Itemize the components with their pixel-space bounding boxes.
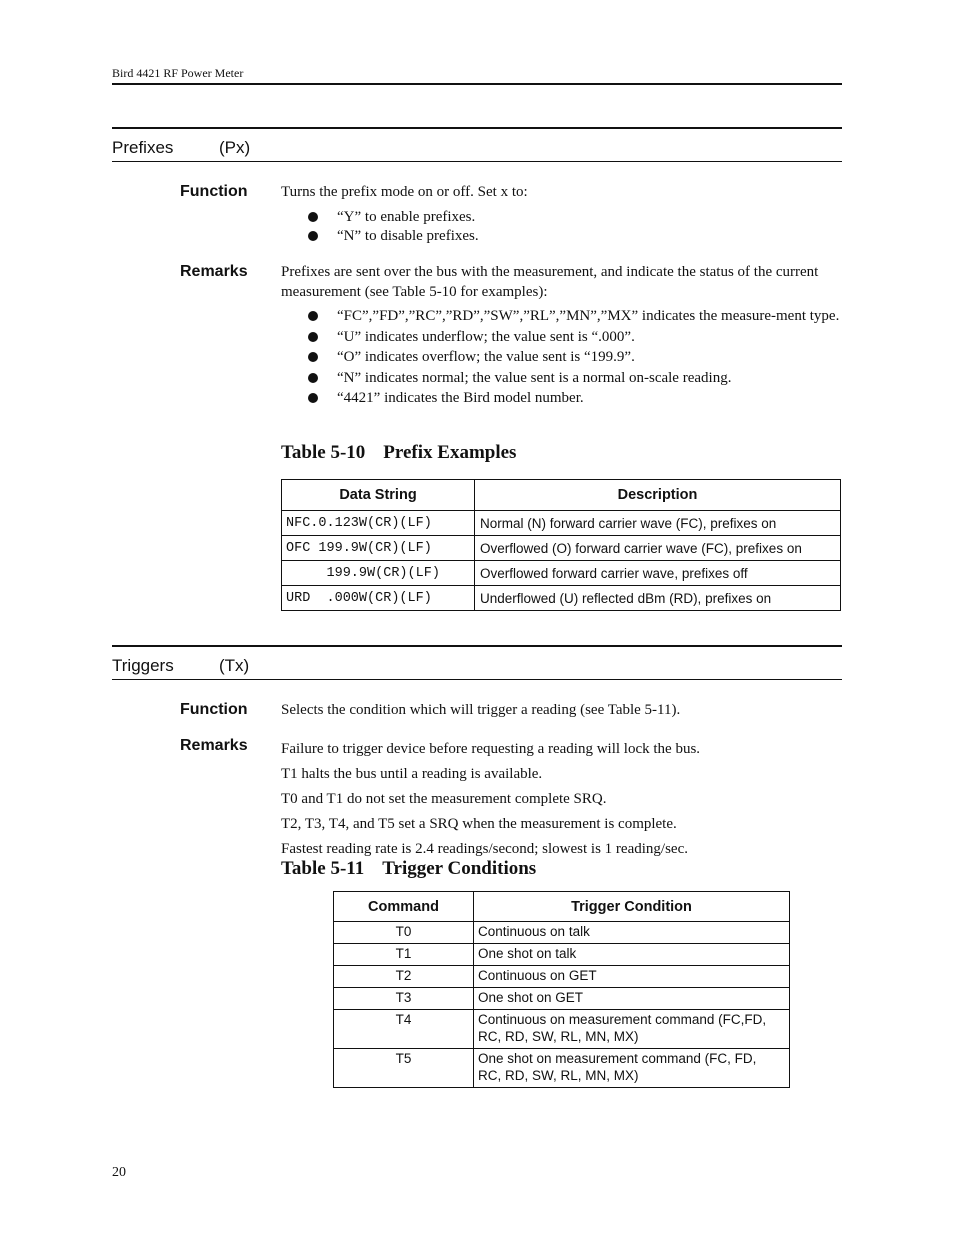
bullet-item: “Y” to enable prefixes. <box>281 208 841 228</box>
description-cell: Normal (N) forward carrier wave (FC), prefixes on <box>475 511 841 536</box>
table-header-row <box>334 892 790 922</box>
bullet-item: “4421” indicates the Bird model number. <box>281 389 841 409</box>
command-cell: T1 <box>334 944 474 966</box>
table-row <box>282 511 841 536</box>
page-number: 20 <box>112 1165 126 1180</box>
header-rule <box>112 83 842 85</box>
table-name: Prefix Examples <box>383 442 517 463</box>
bullet-item: “O” indicates overflow; the value sent is “199.9”. <box>281 348 841 368</box>
table-number: Table 5-10 <box>281 442 366 463</box>
table-row <box>282 561 841 586</box>
description-cell: Overflowed forward carrier wave, prefixes off <box>475 561 841 586</box>
table-caption <box>281 858 536 880</box>
prefix-examples-table <box>281 479 841 611</box>
bullet-icon <box>308 393 318 403</box>
function-bullet-list <box>281 208 841 247</box>
section-title-text: Prefixes <box>112 138 174 157</box>
command-cell: T2 <box>334 966 474 988</box>
section-rule-top <box>112 645 842 647</box>
command-cell: T4 <box>334 1010 474 1049</box>
table-row <box>334 944 790 966</box>
column-header: Description <box>475 480 841 511</box>
bullet-icon <box>308 373 318 383</box>
data-string-cell: URD .000W(CR)(LF) <box>282 586 475 611</box>
table-header-row <box>282 480 841 511</box>
description-cell: Underflowed (U) reflected dBm (RD), prefixes on <box>475 586 841 611</box>
remarks-label: Remarks <box>180 263 248 280</box>
column-header: Command <box>334 892 474 922</box>
data-string-cell: OFC 199.9W(CR)(LF) <box>282 536 475 561</box>
remarks-label: Remarks <box>180 737 248 754</box>
condition-cell: Continuous on measurement command (FC,FD, RC, RD, SW, RL, MN, MX) <box>474 1010 790 1049</box>
data-string-cell: NFC.0.123W(CR)(LF) <box>282 511 475 536</box>
condition-cell: Continuous on talk <box>474 922 790 944</box>
table-row <box>282 586 841 611</box>
remarks-line: T2, T3, T4, and T5 set a SRQ when the measurement is complete. <box>281 816 677 832</box>
description-cell: Overflowed (O) forward carrier wave (FC), prefixes on <box>475 536 841 561</box>
column-header: Data String <box>282 480 475 511</box>
table-row <box>334 922 790 944</box>
section-alias: (Px) <box>219 138 251 157</box>
table-caption <box>281 442 516 464</box>
command-cell: T5 <box>334 1049 474 1088</box>
bullet-item: “N” to disable prefixes. <box>281 227 841 247</box>
command-cell: T3 <box>334 988 474 1010</box>
bullet-item: “FC”,”FD”,”RC”,”RD”,”SW”,”RL”,”MN”,”MX” indicates the measure-ment type. <box>281 307 841 327</box>
section-rule-bottom <box>112 679 842 680</box>
remarks-line: Fastest reading rate is 2.4 readings/second; slowest is 1 reading/sec. <box>281 841 688 857</box>
section-title-text: Triggers <box>112 656 174 675</box>
table-row <box>334 1010 790 1049</box>
remarks-text: Prefixes are sent over the bus with the measurement, and indicate the status of the current measurement (see Table 5-10 for examples): <box>281 264 819 300</box>
table-row <box>334 988 790 1010</box>
triggers-remarks-body <box>281 737 841 862</box>
section-title-triggers <box>112 656 250 676</box>
table-row <box>282 536 841 561</box>
table-row <box>334 1049 790 1088</box>
triggers-function-text: Selects the condition which will trigger a reading (see Table 5-11). <box>281 702 681 718</box>
prefixes-remarks-body <box>281 263 841 409</box>
bullet-item: “N” indicates normal; the value sent is a normal on-scale reading. <box>281 369 841 389</box>
function-label: Function <box>180 183 248 200</box>
column-header: Trigger Condition <box>474 892 790 922</box>
remarks-line: T0 and T1 do not set the measurement complete SRQ. <box>281 791 607 807</box>
table-name: Trigger Conditions <box>382 858 537 879</box>
bullet-icon <box>308 231 318 241</box>
trigger-conditions-table <box>333 891 790 1088</box>
remarks-line: Failure to trigger device before requesting a reading will lock the bus. <box>281 741 701 757</box>
remarks-line: T1 halts the bus until a reading is available. <box>281 766 543 782</box>
condition-cell: One shot on talk <box>474 944 790 966</box>
section-rule-bottom <box>112 161 842 162</box>
table-number: Table 5-11 <box>281 858 365 879</box>
data-string-cell: 199.9W(CR)(LF) <box>282 561 475 586</box>
prefixes-function-body <box>281 183 841 247</box>
bullet-item: “U” indicates underflow; the value sent is “.000”. <box>281 328 841 348</box>
condition-cell: One shot on measurement command (FC, FD, RC, RD, SW, RL, MN, MX) <box>474 1049 790 1088</box>
section-rule-top <box>112 127 842 129</box>
table-row <box>334 966 790 988</box>
running-header: Bird 4421 RF Power Meter <box>112 66 244 80</box>
bullet-icon <box>308 332 318 342</box>
section-alias: (Tx) <box>219 656 250 675</box>
condition-cell: One shot on GET <box>474 988 790 1010</box>
remarks-bullet-list <box>281 307 841 409</box>
condition-cell: Continuous on GET <box>474 966 790 988</box>
section-title-prefixes <box>112 138 251 158</box>
function-label: Function <box>180 701 248 718</box>
command-cell: T0 <box>334 922 474 944</box>
bullet-icon <box>308 311 318 321</box>
bullet-icon <box>308 212 318 222</box>
function-text: Turns the prefix mode on or off. Set x to: <box>281 184 528 200</box>
bullet-icon <box>308 352 318 362</box>
